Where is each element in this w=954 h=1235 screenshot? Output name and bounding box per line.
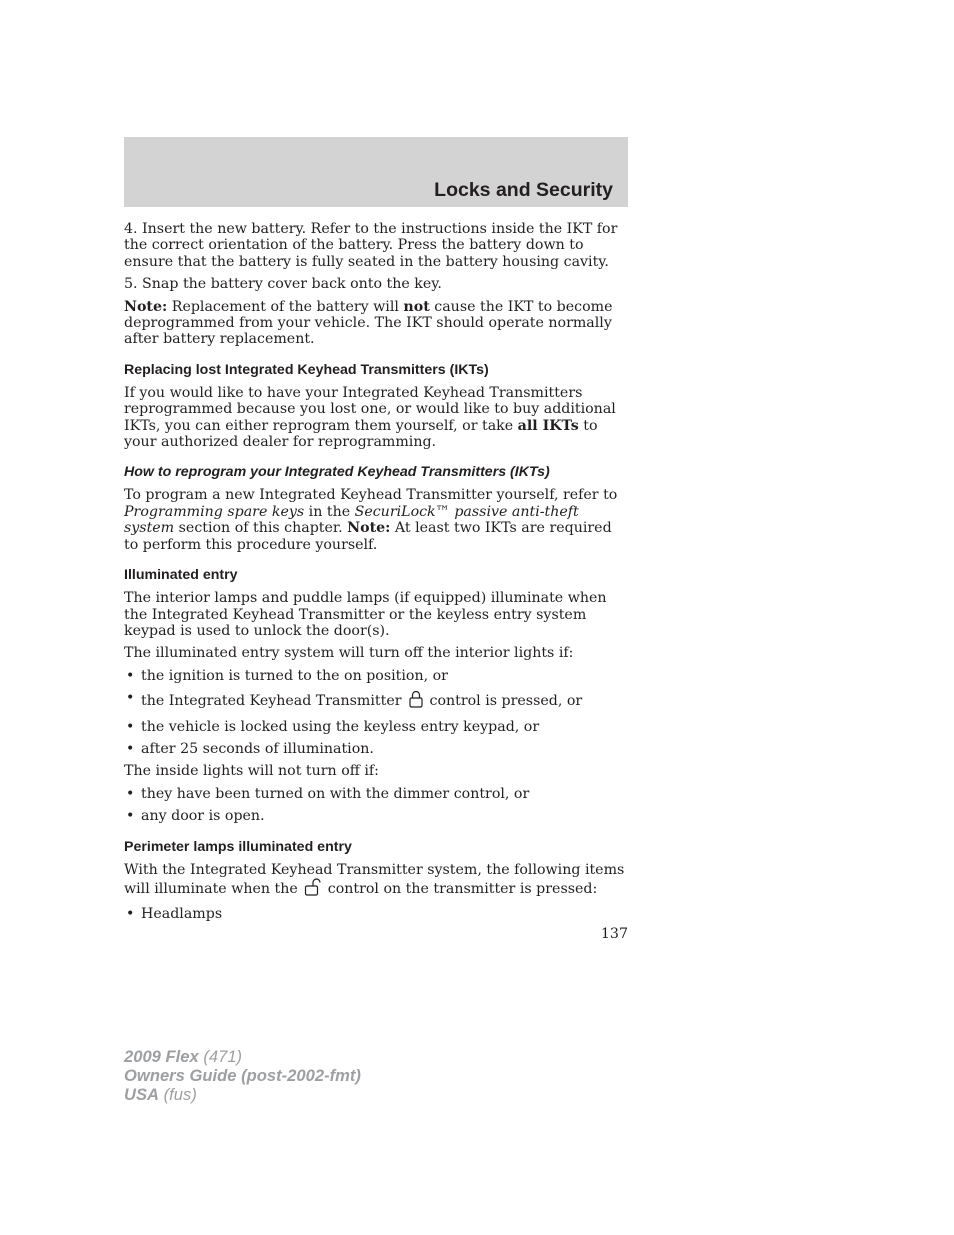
list-item: • Headlamps	[124, 906, 628, 922]
illuminated-paragraph-1: The interior lamps and puddle lamps (if equipped) illuminate when the Integrated Keyhead Transmitter or the keyless entry system keypad is used to unlock the door(s).	[124, 590, 607, 639]
page-number: 137	[600, 926, 628, 942]
list-item: • the ignition is turned to the on position, or	[124, 668, 628, 684]
footer-line-2: Owners Guide (post-2002-fmt)	[124, 1066, 361, 1085]
reprogram-paragraph: To program a new Integrated Keyhead Transmitter yourself, refer to Programming spare keys in the SecuriLock™ passive anti-theft system section of this chapter. Note: At least two IKTs are required to perform this procedure yourself.	[124, 487, 618, 553]
footer-line-3: USA (fus)	[124, 1085, 197, 1104]
perimeter-paragraph: With the Integrated Keyhead Transmitter system, the following items will illuminate when the control on the transmitter is pressed:	[124, 862, 628, 901]
heading-perimeter-lamps: Perimeter lamps illuminated entry	[124, 838, 352, 855]
perimeter-list	[124, 906, 628, 922]
list-item: • the vehicle is locked using the keyless entry keypad, or	[124, 719, 628, 735]
list-item: • they have been turned on with the dimmer control, or	[124, 786, 628, 802]
list-item: • any door is open.	[124, 808, 628, 824]
heading-replacing-lost-ikts: Replacing lost Integrated Keyhead Transmitters (IKTs)	[124, 361, 489, 378]
note-paragraph: Note: Replacement of the battery will not cause the IKT to become deprogrammed from your vehicle. The IKT should operate normally after battery replacement.	[124, 298, 613, 348]
not-turn-off-list	[124, 786, 628, 825]
turn-off-list	[124, 668, 628, 758]
inside-lights-paragraph: The inside lights will not turn off if:	[124, 763, 379, 780]
unlock-icon	[304, 878, 322, 900]
unlock-icon	[408, 690, 424, 712]
section-title: Locks and Security	[434, 179, 613, 201]
footer-line-1: 2009 Flex (471)	[124, 1047, 243, 1066]
step-4-paragraph: 4. Insert the new battery. Refer to the instructions inside the IKT for the correct orientation of the battery. Press the battery down to ensure that the battery is fully seated in the battery housing cavity.	[124, 221, 618, 270]
list-item: • the Integrated Keyhead Transmitter control is pressed, or	[124, 690, 628, 712]
illuminated-paragraph-2: The illuminated entry system will turn off the interior lights if:	[124, 645, 574, 662]
heading-illuminated-entry: Illuminated entry	[124, 567, 238, 584]
step-5-paragraph: 5. Snap the battery cover back onto the key.	[124, 276, 442, 293]
replacing-paragraph: If you would like to have your Integrated Keyhead Transmitters reprogrammed because you lost one, or would like to buy additional IKTs, you can either reprogram them yourself, or take all IKTs to your authorized dealer for reprogramming.	[124, 384, 616, 451]
note-label: Note:	[124, 298, 168, 315]
heading-how-to-reprogram: How to reprogram your Integrated Keyhead Transmitters (IKTs)	[124, 464, 550, 481]
header-bar	[124, 137, 628, 207]
footer-edition-info	[124, 1047, 361, 1104]
page-content	[124, 221, 628, 929]
list-item: • after 25 seconds of illumination.	[124, 741, 628, 757]
